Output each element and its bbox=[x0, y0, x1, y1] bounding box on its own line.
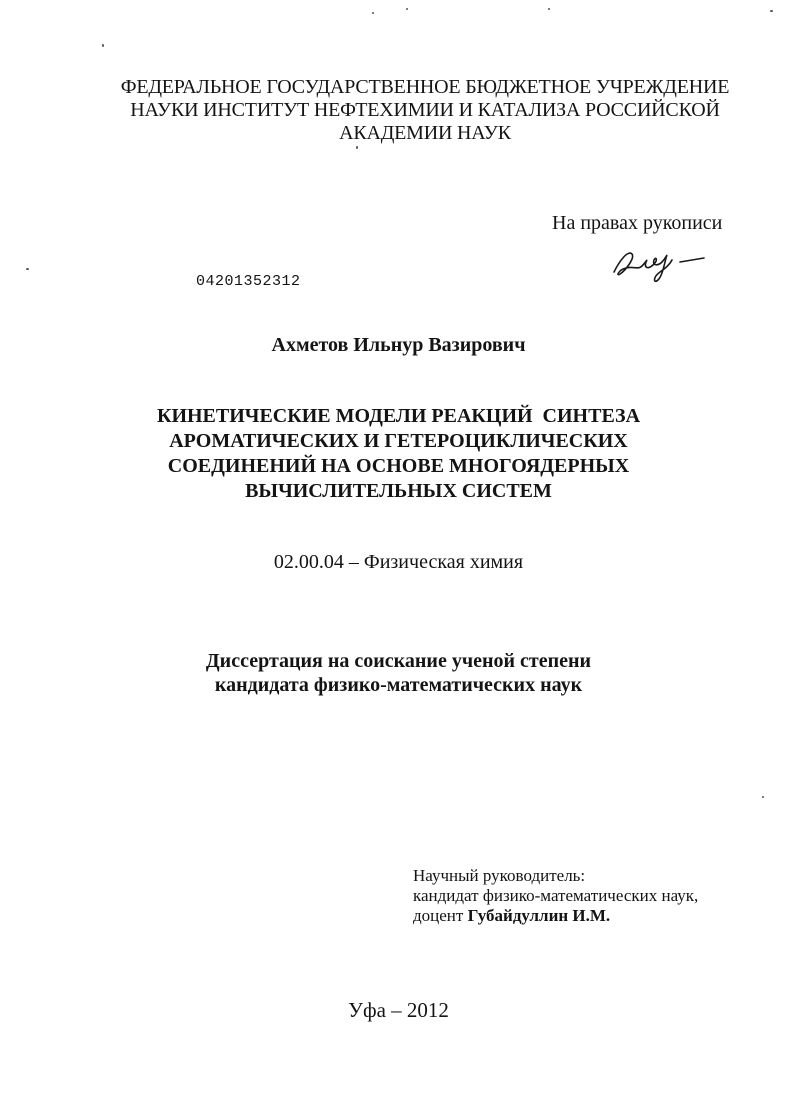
title-line: СОЕДИНЕНИЙ НА ОСНОВЕ МНОГОЯДЕРНЫХ bbox=[167, 455, 630, 477]
handwritten-signature bbox=[608, 240, 708, 286]
author-name: Ахметов Ильнур Вазирович bbox=[271, 334, 526, 356]
title-line: АРОМАТИЧЕСКИХ И ГЕТЕРОЦИКЛИЧЕСКИХ bbox=[169, 430, 628, 452]
scan-speck bbox=[548, 8, 550, 10]
advisor-name: Губайдуллин И.М. bbox=[467, 906, 611, 925]
institution-line: АКАДЕМИИ НАУК bbox=[339, 122, 511, 144]
scan-speck bbox=[356, 146, 358, 149]
dissertation-title bbox=[0, 404, 797, 504]
catalog-number: 04201352312 bbox=[196, 273, 301, 290]
degree-line: кандидата физико-математических наук bbox=[214, 674, 583, 696]
degree-line: Диссертация на соискание ученой степени bbox=[205, 650, 592, 672]
title-line: ВЫЧИСЛИТЕЛЬНЫХ СИСТЕМ bbox=[245, 480, 552, 502]
scan-speck bbox=[26, 268, 29, 270]
degree-statement bbox=[0, 649, 797, 697]
advisor-degree: кандидат физико-математических наук, bbox=[413, 886, 699, 905]
scan-speck bbox=[372, 12, 374, 14]
city-year: Уфа – 2012 bbox=[348, 998, 449, 1022]
institution-name bbox=[120, 76, 730, 145]
institution-line: НАУКИ ИНСТИТУТ НЕФТЕХИМИИ И КАТАЛИЗА РОССИЙСКОЙ bbox=[130, 99, 720, 121]
scan-speck bbox=[770, 10, 773, 12]
scan-speck bbox=[406, 8, 408, 10]
title-line: КИНЕТИЧЕСКИЕ МОДЕЛИ РЕАКЦИЙ СИНТЕЗА bbox=[156, 405, 641, 427]
institution-line: ФЕДЕРАЛЬНОЕ ГОСУДАРСТВЕННОЕ БЮДЖЕТНОЕ УЧРЕЖДЕНИЕ bbox=[120, 76, 730, 98]
scan-speck bbox=[102, 44, 104, 47]
advisor-rank: доцент bbox=[413, 906, 464, 925]
scan-speck bbox=[762, 796, 764, 798]
advisor-label: Научный руководитель: bbox=[413, 866, 586, 885]
specialty-code: 02.00.04 – Физическая химия bbox=[273, 551, 524, 573]
scientific-advisor bbox=[413, 866, 698, 926]
advisor-rank-name bbox=[413, 906, 698, 926]
manuscript-rights-note: На правах рукописи bbox=[552, 212, 723, 234]
